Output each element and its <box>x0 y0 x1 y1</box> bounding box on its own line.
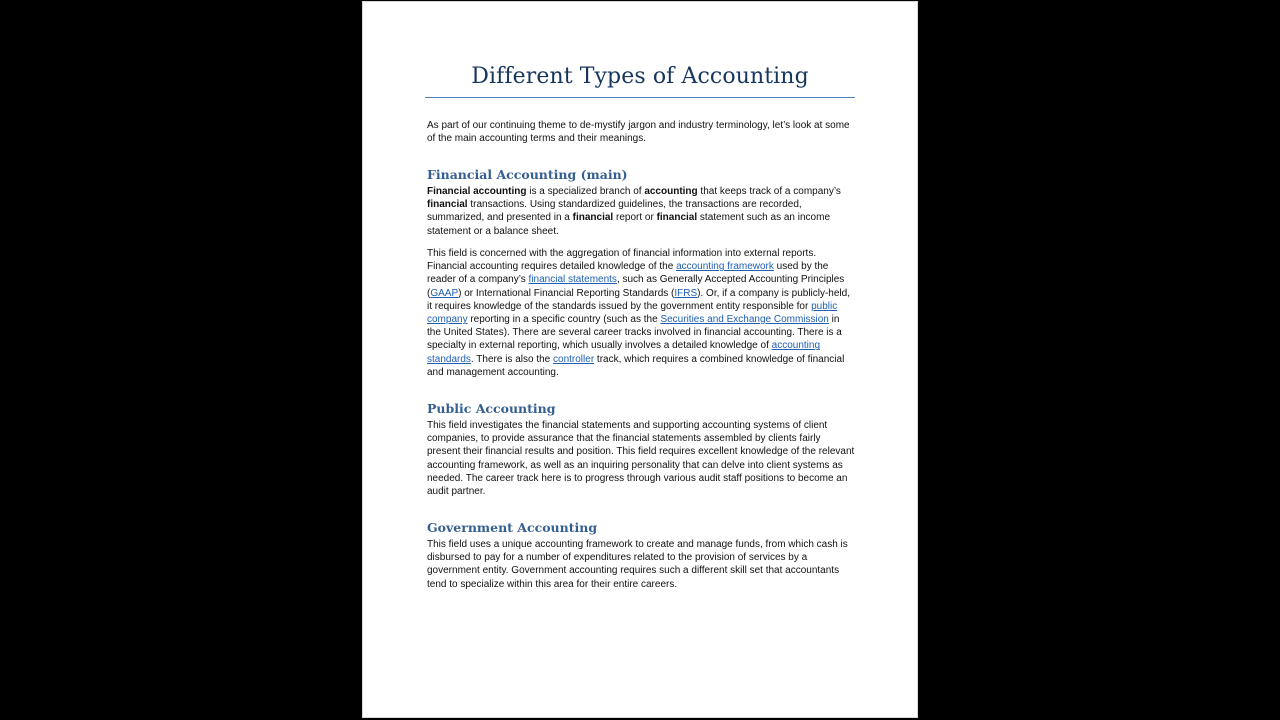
link-accounting-framework[interactable]: accounting framework <box>676 261 774 273</box>
link-ifrs[interactable]: IFRS <box>674 287 698 299</box>
text-run: . There is also the <box>470 353 554 365</box>
text-run: , such as Generally Accepted Accounting Principles ( <box>427 274 845 299</box>
section-heading-government: Government Accounting <box>427 520 598 535</box>
intro-paragraph: As part of our continuing theme to de-mystify jargon and industry terminology, let’s look at some of the main accounting terms and their meanings. <box>427 120 850 145</box>
text-run: This field is concerned with the aggregation of financial information into external reports. Financial accounting requires detailed knowledge of the <box>427 248 817 273</box>
text-run: ). Or, if a company is publicly-held, it requires knowledge of the standards issued by the government entity responsible for <box>427 287 850 312</box>
bold-term: Financial accounting <box>427 186 527 197</box>
section-heading-financial: Financial Accounting (main) <box>427 167 628 182</box>
link-gaap[interactable]: GAAP <box>430 287 459 299</box>
financial-paragraph-2 <box>427 247 855 379</box>
text-run: reporting in a specific country (such as the <box>467 314 661 326</box>
link-accounting-standards[interactable]: accounting standards <box>427 340 821 365</box>
section-heading-public: Public Accounting <box>427 401 556 416</box>
document-page <box>362 1 918 718</box>
text-run: report or <box>613 212 657 224</box>
financial-paragraph-1 <box>427 185 855 238</box>
bold-term: accounting <box>644 186 698 197</box>
bold-term: financial <box>572 212 614 224</box>
link-financial-statements[interactable]: financial statements <box>528 274 617 286</box>
document-title: Different Types of Accounting <box>471 64 809 89</box>
bold-term: financial <box>656 212 698 224</box>
government-paragraph: This field uses a unique accounting framework to create and manage funds, from which cash is disbursed to pay for a number of expenditures related to the provision of services by a government entity. Government accounting requires such a different skill set that accountants tend to specialize within this area for their entire careers. <box>427 539 848 590</box>
text-run: is a specialized branch of <box>526 186 645 197</box>
link-public-company[interactable]: public company <box>427 300 838 326</box>
text-run: ) or International Financial Reporting Standards ( <box>458 287 675 299</box>
bold-term: financial <box>427 199 468 211</box>
link-controller[interactable]: controller <box>553 353 595 365</box>
text-run: track, which requires a combined knowledge of financial and management accounting. <box>427 353 845 378</box>
link-securities-exchange-commission[interactable]: Securities and Exchange Commission <box>660 314 829 326</box>
text-run: transactions. Using standardized guidelines, the transactions are recorded, summarized, and presented in a <box>427 199 802 224</box>
text-run: used by the reader of a company’s <box>427 261 829 286</box>
text-run: statement such as an income statement or a balance sheet. <box>427 212 831 237</box>
text-run: in the United States). There are several career tracks involved in financial accounting. There is a specialty in external reporting, which usually involves a detailed knowledge of <box>427 314 842 352</box>
public-paragraph: This field investigates the financial statements and supporting accounting systems of client companies, to provide assurance that the financial statements assembled by clients fairly present their financial results and position. This field requires excellent knowledge of the relevant accounting framework, as well as an inquiring personality that can delve into client systems as needed. The career track here is to progress through various audit staff positions to become an audit partner. <box>427 420 855 498</box>
title-divider <box>425 97 855 98</box>
text-run: that keeps track of a company’s <box>697 186 841 197</box>
